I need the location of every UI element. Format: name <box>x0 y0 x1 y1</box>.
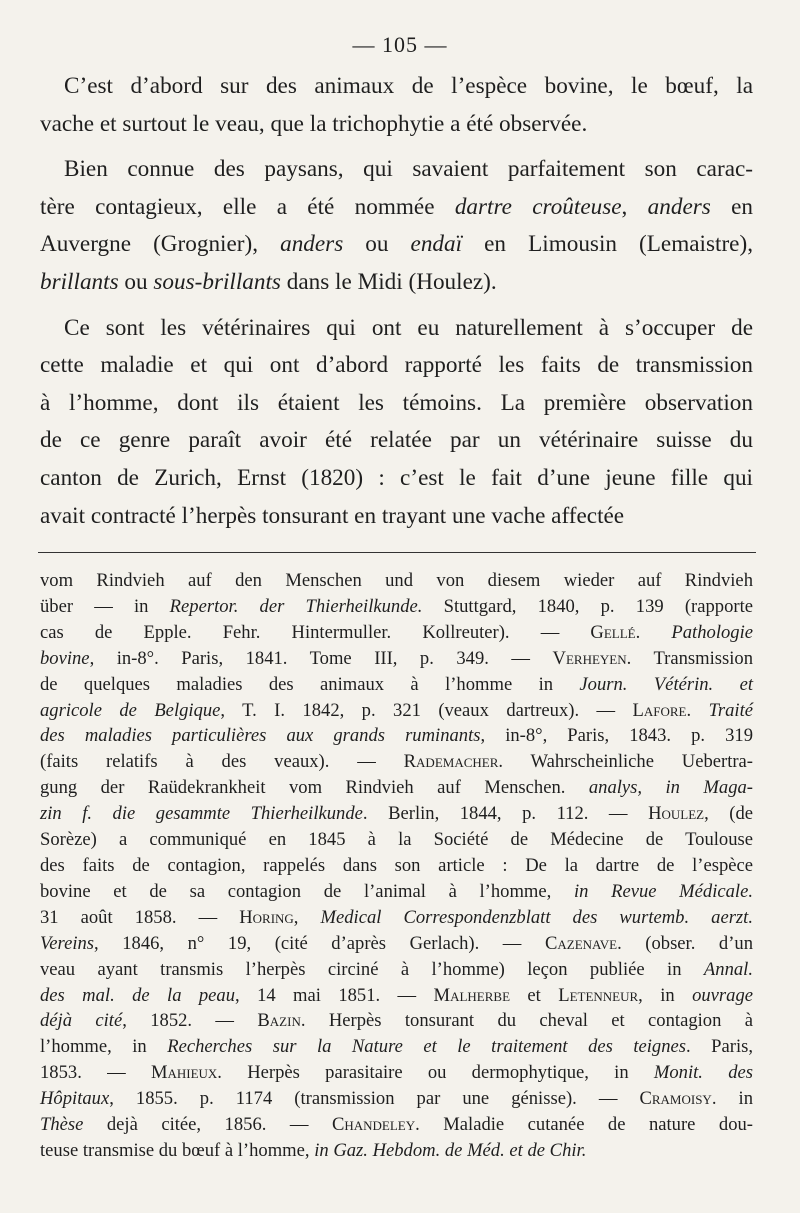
text-run: veau ayant transmis l’herpès circiné à l’homme) leçon publiée in <box>40 958 704 980</box>
author-name: Letenneur, <box>558 984 643 1006</box>
italic-text: des maladies particulières aux grands ruminants <box>40 725 481 747</box>
footnote-line <box>40 672 753 698</box>
footnote-line <box>40 646 753 672</box>
footnote-line <box>40 853 753 879</box>
italic-text: Monit. des <box>653 1062 753 1084</box>
italic-text: Pathologie <box>671 621 753 643</box>
text-run: cas de Epple. Fehr. Hintermuller. Kollreuter). — <box>40 621 591 643</box>
text-run: Bien connue des paysans, qui savaient parfaitement son carac- <box>64 156 753 183</box>
text-run: gung der Raüdekrankheit vom Rindvieh auf Menschen. <box>40 777 589 799</box>
italic-text: Thèse <box>40 1114 84 1136</box>
text-run: C’est d’abord sur des animaux de l’espèce bovine, le bœuf, la <box>64 73 753 99</box>
body-line <box>40 498 753 536</box>
footnote-line <box>40 905 753 931</box>
italic-text: Annal. <box>703 958 753 980</box>
text-run: in <box>716 1088 753 1110</box>
italic-text: zin f. die gesammte Thierheilkunde <box>40 803 363 825</box>
text-run: vache et surtout le veau, que la trichophytie a été observée. <box>40 110 588 137</box>
italic-text: brillants <box>40 268 119 295</box>
text-run: de quelques maladies des animaux à l’homme in <box>40 673 580 695</box>
text-run: (de <box>708 803 754 825</box>
footnote-line <box>40 775 753 801</box>
body-line <box>40 189 753 227</box>
footnote-line <box>40 1112 753 1138</box>
text-run: dans le Midi (Houlez). <box>280 268 497 295</box>
text-run: 1853. — <box>40 1062 151 1084</box>
text-run: vom Rindvieh auf den Menschen und von diesem wieder auf Rindvieh <box>40 570 753 591</box>
footnote-line <box>40 1008 753 1034</box>
text-run: canton de Zurich, Ernst (1820) : c’est le fait d’une jeune fille qui <box>40 464 753 491</box>
text-run: Herpès tonsurant du cheval et contagion à <box>305 1010 753 1032</box>
text-run: en Limousin (Lemaistre), <box>462 231 753 258</box>
body-line <box>40 422 753 460</box>
italic-text: endaï <box>410 231 463 258</box>
footnote-line <box>40 594 753 620</box>
text-run: dejà citée, 1856. — <box>83 1114 332 1136</box>
text-run: des faits de contagion, rappelés dans son article : De la dartre de l’espèce <box>40 854 753 876</box>
text-run: Herpès parasitaire ou dermophytique, in <box>221 1062 654 1084</box>
page-number: — 105 — <box>352 32 448 57</box>
text-run <box>691 700 708 721</box>
footnote-line <box>40 698 753 724</box>
author-name: Malherbe <box>433 984 511 1006</box>
italic-text: bovine <box>40 647 90 669</box>
body-line <box>40 106 753 144</box>
footnote-line <box>40 749 753 775</box>
body-line <box>40 68 753 106</box>
footnote-line <box>40 1034 753 1060</box>
italic-text: Recherches sur la Nature et le traitement des teignes <box>167 1036 687 1058</box>
italic-text: sous-brillants <box>153 268 281 295</box>
text-run: cette maladie et qui ont d’abord rapporté les faits de transmission <box>40 352 753 379</box>
text-run: Transmission <box>631 647 753 669</box>
footnote <box>40 568 753 1164</box>
text-run: ou <box>118 268 154 295</box>
text-run: avait contracté l’herpès tonsurant en trayant une vache affectée <box>40 502 625 529</box>
author-name: Mahieux. <box>150 1062 222 1084</box>
italic-text: in Revue Médicale. <box>573 880 753 902</box>
footnote-line <box>40 827 753 853</box>
italic-text: Vereins <box>40 932 95 954</box>
italic-text: Medical Correspondenzblatt des wurtemb. aerzt. <box>320 906 753 928</box>
text-run: , in-8°, Paris, 1843. p. 319 <box>480 725 753 747</box>
text-run: Ce sont les vétérinaires qui ont eu naturellement à s’occuper de <box>64 314 753 341</box>
text-run: Auvergne (Grognier), <box>40 231 281 258</box>
main-text <box>40 68 753 535</box>
text-run: . Berlin, 1844, p. 112. — <box>362 803 649 825</box>
footnote-divider <box>38 552 756 553</box>
text-run: Wahrscheinliche Uebertra- <box>503 751 754 773</box>
text-run: Maladie cutanée de nature dou- <box>419 1114 753 1136</box>
text-run: , 1852. — <box>122 1010 258 1032</box>
italic-text: Repertor. der Thierheilkunde. <box>169 595 423 617</box>
text-run: l’homme, in <box>40 1036 168 1058</box>
footnote-line <box>40 879 753 905</box>
body-line <box>40 310 753 348</box>
italic-text: Hôpitaux <box>40 1088 110 1110</box>
author-name: Cramoisy. <box>639 1088 717 1110</box>
footnote-line <box>40 801 753 827</box>
body-line <box>40 226 753 264</box>
text-run: , 1855. p. 1174 (transmission par une génisse). — <box>109 1088 640 1110</box>
italic-text: Journ. Vétérin. et <box>579 673 754 695</box>
italic-text: in Gaz. Hebdom. de Méd. et de Chir. <box>314 1139 587 1161</box>
text-run <box>298 907 320 928</box>
text-run: de ce genre paraît avoir été relatée par un vétérinaire suisse du <box>40 427 753 454</box>
italic-text: agricole de Belgique <box>40 699 221 721</box>
italic-text: analys, in Maga- <box>588 777 753 799</box>
author-name: Chandeley. <box>331 1114 420 1136</box>
text-run: et <box>510 984 559 1006</box>
text-run: über — in <box>40 595 170 617</box>
text-run: en <box>710 193 754 220</box>
footnote-line <box>40 620 753 646</box>
footnote-line <box>40 931 753 957</box>
italic-text: ouvrage <box>692 984 754 1006</box>
text-run: à l’homme, dont ils étaient les témoins. La première observation <box>40 389 753 416</box>
text-run: , <box>621 193 648 220</box>
text-run: , T. I. 1842, p. 321 (veaux dartreux). — <box>220 699 633 721</box>
body-line <box>40 347 753 385</box>
italic-text: Traité <box>708 699 753 721</box>
text-run: Sorèze) a communiqué en 1845 à la Société de Médecine de Toulouse <box>40 829 753 851</box>
paragraph-gap <box>40 143 753 151</box>
body-line <box>40 151 753 189</box>
italic-text: anders <box>280 231 344 258</box>
italic-text: anders <box>647 193 711 220</box>
author-name: Rademacher. <box>403 751 504 773</box>
body-line <box>40 460 753 498</box>
author-name: Houlez, <box>648 803 709 825</box>
text-run: teuse transmise du bœuf à l’homme, <box>40 1139 315 1161</box>
text-run <box>640 622 671 643</box>
footnote-line <box>40 1086 753 1112</box>
footnote-line <box>40 983 753 1009</box>
text-run: 31 août 1858. — <box>40 906 240 928</box>
footnote-line <box>40 568 753 594</box>
italic-text: déjà cité <box>40 1010 123 1032</box>
author-name: Lafore. <box>632 699 692 721</box>
author-name: Horing, <box>239 906 299 928</box>
text-run: bovine et de sa contagion de l’animal à l’homme, <box>40 880 574 902</box>
text-run: ou <box>343 231 411 258</box>
text-run: , in-8°. Paris, 1841. Tome III, p. 349. — <box>89 647 553 669</box>
text-run: (obser. d’un <box>621 932 754 954</box>
footnote-line <box>40 723 753 749</box>
author-name: Verheyen. <box>552 647 632 669</box>
italic-text: des mal. de la peau <box>40 984 236 1006</box>
paragraph-gap <box>40 302 753 310</box>
body-line <box>40 264 753 302</box>
text-run: in <box>642 984 693 1006</box>
body-line <box>40 385 753 423</box>
author-name: Gellé. <box>590 621 641 643</box>
text-run: (faits relatifs à des veaux). — <box>40 751 404 773</box>
italic-text: dartre croûteuse <box>454 193 622 220</box>
text-run: , 1846, n° 19, (cité d’après Gerlach). — <box>94 932 545 954</box>
footnote-line <box>40 1060 753 1086</box>
text-run: . Paris, <box>686 1036 754 1058</box>
text-run: tère contagieux, elle a été nommée <box>40 193 455 220</box>
text-run: Stuttgard, 1840, p. 139 (rapporte <box>422 595 753 617</box>
footnote-line <box>40 957 753 983</box>
author-name: Cazenave. <box>544 932 622 954</box>
footnote-line <box>40 1138 753 1164</box>
author-name: Bazin. <box>257 1010 306 1032</box>
text-run: , 14 mai 1851. — <box>235 984 434 1006</box>
